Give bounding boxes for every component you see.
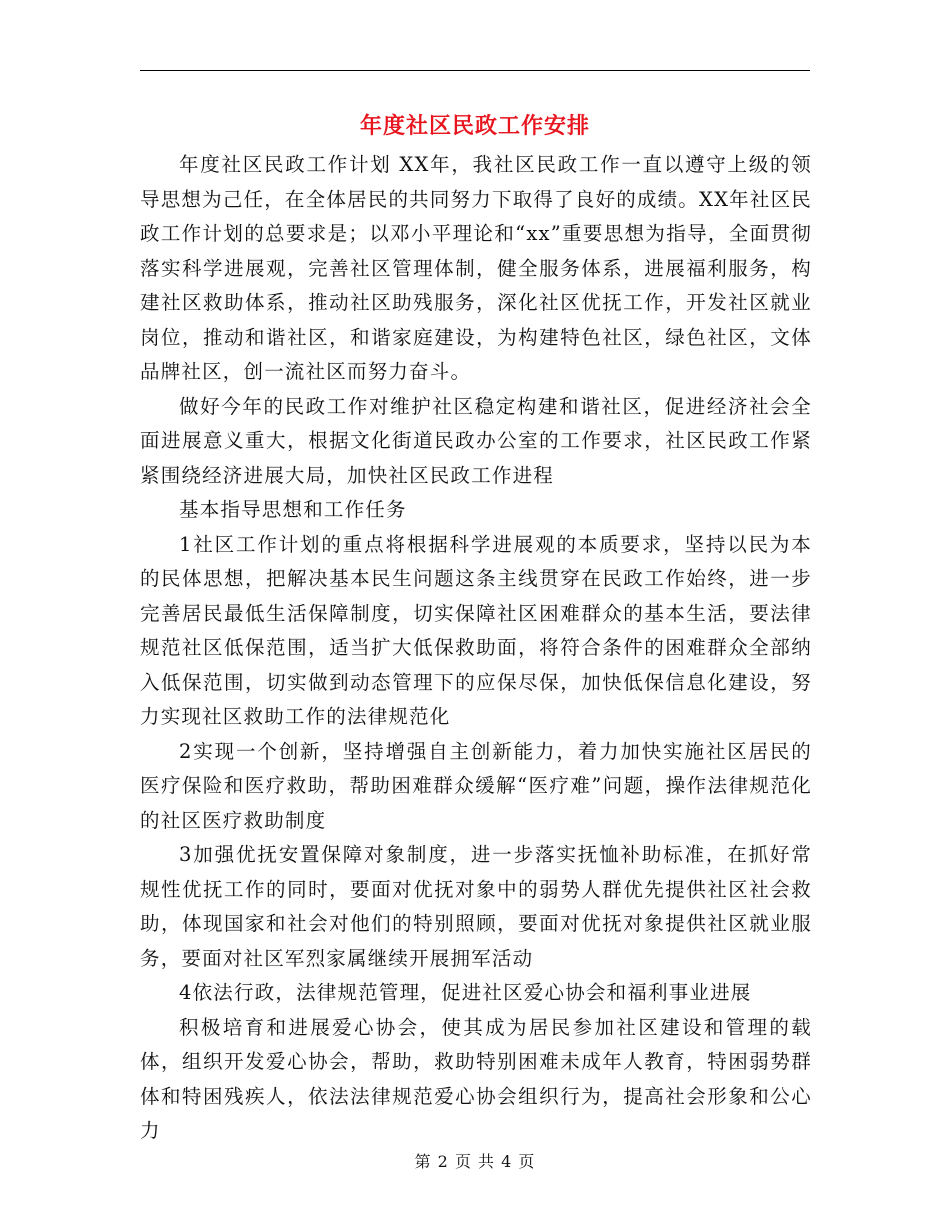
- paragraph-7: 4依法行政，法律规范管理，促进社区爱心协会和福利事业进展: [179, 981, 752, 1004]
- header-rule: [140, 70, 810, 71]
- paragraph-1: 年度社区民政工作计划 XX年，我社区民政工作一直以遵守上级的领导思想为己任，在全体居民的共同努力下取得了良好的成绩。XX年社区民政工作计划的总要求是；以邓小平理论和“xx”重要思想为指导，全面贯彻落实科学进展观，完善社区管理体制，健全服务体系，进展福利服务，构建社区救助体系，推动社区助残服务，深化社区优抚工作，开发社区就业岗位，推动和谐社区，和谐家庭建设，为构建特色社区，绿色社区，文体品牌社区，创一流社区而努力奋斗。: [140, 153, 812, 383]
- paragraph-4: 1社区工作计划的重点将根据科学进展观的本质要求，坚持以民为本的民体思想，把解决基本民生问题这条主线贯穿在民政工作始终，进一步完善居民最低生活保障制度，切实保障社区困难群众的基本生活，要法律规范社区低保范围，适当扩大低保救助面，将符合条件的困难群众全部纳入低保范围，切实做到动态管理下的应保尽保，加快低保信息化建设，努力实现社区救助工作的法律规范化: [140, 532, 812, 728]
- document-title: 年度社区民政工作安排: [359, 113, 590, 139]
- paragraph-8: 积极培育和进展爱心协会，使其成为居民参加社区建设和管理的载体，组织开发爱心协会，帮助，救助特别困难未成年人教育，特困弱势群体和特困残疾人，依法法律规范爱心协会组织行为，提高社会形象和公心力: [140, 1015, 812, 1142]
- paragraph-2: 做好今年的民政工作对维护社区稳定构建和谐社区，促进经济社会全面进展意义重大，根据文化街道民政办公室的工作要求，社区民政工作紧紧围绕经济进展大局，加快社区民政工作进程: [140, 394, 812, 487]
- paragraph-3: 基本指导思想和工作任务: [179, 498, 407, 521]
- paragraph-5: 2实现一个创新，坚持增强自主创新能力，着力加快实施社区居民的医疗保险和医疗救助，帮助困难群众缓解“医疗难”问题，操作法律规范化的社区医疗救助制度: [140, 739, 812, 832]
- page-footer: 第 2 页 共 4 页: [414, 1152, 536, 1171]
- document-body: [140, 148, 812, 1149]
- paragraph-6: 3加强优抚安置保障对象制度，进一步落实抚恤补助标准，在抓好常规性优抚工作的同时，要面对优抚对象中的弱势人群优先提供社区社会救助，体现国家和社会对他们的特别照顾，要面对优抚对象提供社区就业服务，要面对社区军烈家属继续开展拥军活动: [140, 843, 812, 970]
